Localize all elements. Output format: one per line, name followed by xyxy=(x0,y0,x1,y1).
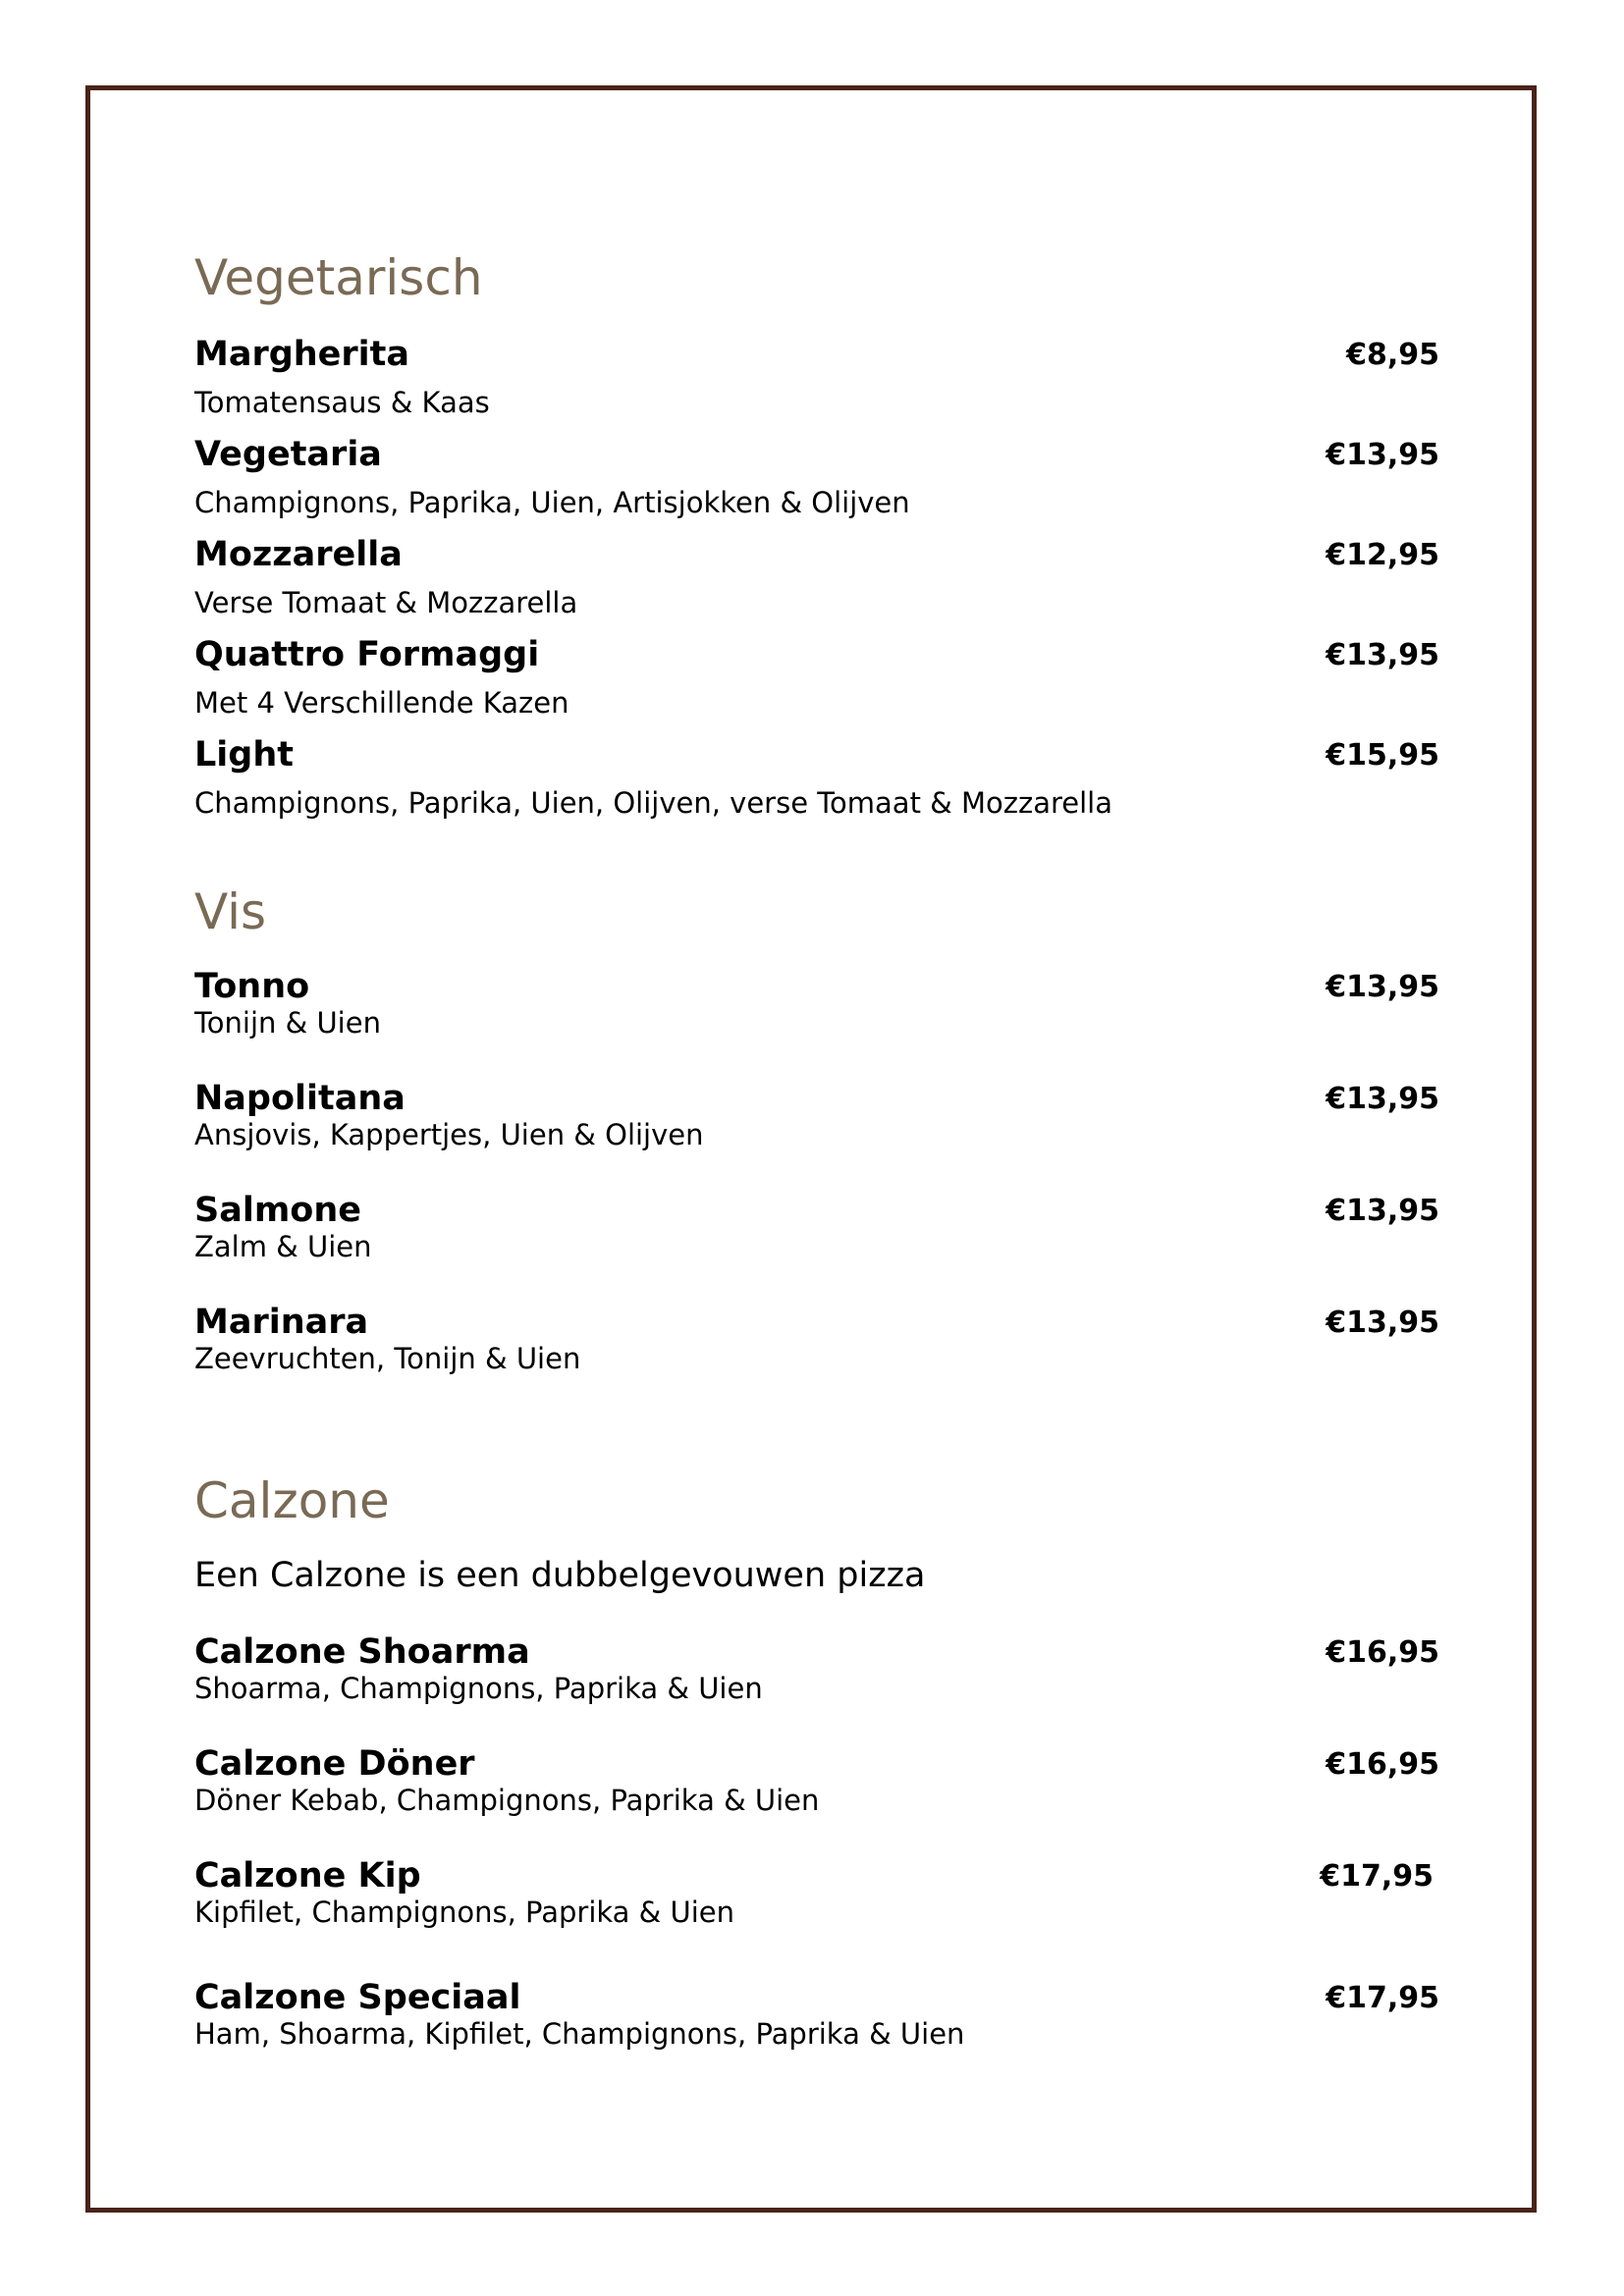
item-desc-calzone-kip: Kipfilet, Champignons, Paprika & Uien xyxy=(194,1896,734,1929)
item-name-tonno: Tonno xyxy=(194,967,310,1006)
section-title-calzone: Calzone xyxy=(194,1472,390,1529)
item-name-calzone-shoarma: Calzone Shoarma xyxy=(194,1632,530,1672)
section-title-vegetarisch: Vegetarisch xyxy=(194,249,483,306)
item-name-light: Light xyxy=(194,735,295,774)
item-price-calzone-kip: €17,95 xyxy=(1320,1859,1434,1894)
item-name-mozzarella: Mozzarella xyxy=(194,535,403,574)
calzone-intro: Een Calzone is een dubbelgevouwen pizza xyxy=(194,1556,926,1595)
item-name-calzone-kip: Calzone Kip xyxy=(194,1856,421,1896)
item-desc-quattro-formaggi: Met 4 Verschillende Kazen xyxy=(194,686,569,720)
item-price-quattro-formaggi: €13,95 xyxy=(1326,638,1439,672)
item-name-calzone-speciaal: Calzone Speciaal xyxy=(194,1978,521,2017)
item-name-marinara: Marinara xyxy=(194,1303,369,1342)
item-desc-margherita: Tomatensaus & Kaas xyxy=(194,386,490,419)
item-desc-napolitana: Ansjovis, Kappertjes, Uien & Olijven xyxy=(194,1118,704,1151)
item-desc-light: Champignons, Paprika, Uien, Olijven, verse Tomaat & Mozzarella xyxy=(194,786,1112,820)
item-price-calzone-speciaal: €17,95 xyxy=(1326,1981,1439,2015)
item-desc-tonno: Tonijn & Uien xyxy=(194,1006,381,1040)
item-name-salmone: Salmone xyxy=(194,1191,361,1230)
item-name-napolitana: Napolitana xyxy=(194,1079,406,1118)
item-price-light: €15,95 xyxy=(1326,738,1439,773)
item-desc-salmone: Zalm & Uien xyxy=(194,1230,372,1263)
item-price-napolitana: €13,95 xyxy=(1326,1082,1439,1116)
item-price-tonno: €13,95 xyxy=(1326,970,1439,1004)
item-price-calzone-shoarma: €16,95 xyxy=(1326,1635,1439,1670)
item-name-margherita: Margherita xyxy=(194,335,410,374)
item-name-quattro-formaggi: Quattro Formaggi xyxy=(194,635,540,674)
item-price-vegetaria: €13,95 xyxy=(1326,438,1439,472)
item-desc-calzone-doner: Döner Kebab, Champignons, Paprika & Uien xyxy=(194,1784,820,1817)
item-name-calzone-doner: Calzone Döner xyxy=(194,1744,475,1784)
item-desc-mozzarella: Verse Tomaat & Mozzarella xyxy=(194,586,578,619)
item-desc-marinara: Zeevruchten, Tonijn & Uien xyxy=(194,1342,581,1375)
section-title-vis: Vis xyxy=(194,883,267,940)
item-desc-calzone-speciaal: Ham, Shoarma, Kipfilet, Champignons, Paprika & Uien xyxy=(194,2017,965,2051)
item-price-calzone-doner: €16,95 xyxy=(1326,1747,1439,1782)
item-name-vegetaria: Vegetaria xyxy=(194,435,382,474)
item-desc-calzone-shoarma: Shoarma, Champignons, Paprika & Uien xyxy=(194,1672,763,1705)
item-price-margherita: €8,95 xyxy=(1346,338,1439,372)
item-price-mozzarella: €12,95 xyxy=(1326,538,1439,572)
item-desc-vegetaria: Champignons, Paprika, Uien, Artisjokken & Olijven xyxy=(194,486,910,519)
item-price-marinara: €13,95 xyxy=(1326,1306,1439,1340)
item-price-salmone: €13,95 xyxy=(1326,1194,1439,1228)
